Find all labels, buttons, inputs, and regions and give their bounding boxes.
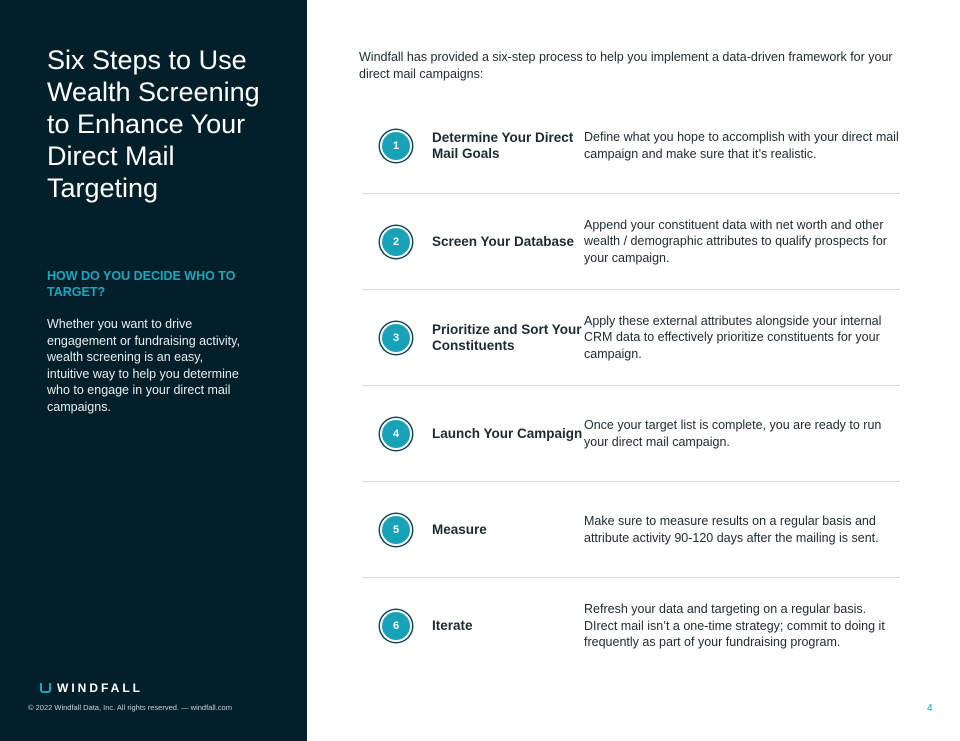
step-name: Prioritize and Sort Your Constituents — [432, 321, 582, 353]
step-name: Determine Your Direct Mail Goals — [432, 129, 574, 161]
step-description: Make sure to measure results on a regular basis and attribute activity 90-120 days after the mailing is sent. — [584, 514, 879, 545]
step-item — [362, 386, 900, 482]
windfall-logo — [40, 681, 143, 695]
step-item — [362, 290, 900, 386]
step-name: Launch Your Campaign — [432, 425, 583, 441]
step-number-badge: 6 — [380, 610, 412, 642]
step-name: Iterate — [432, 618, 473, 633]
step-description: Append your constituent data with net worth and other wealth / demographic attributes to qualify prospects for your campaign. — [584, 217, 887, 265]
steps-list — [362, 98, 900, 674]
step-description: Once your target list is complete, you are ready to run your direct mail campaign. — [584, 418, 882, 449]
step-item — [362, 482, 900, 578]
step-number-badge: 2 — [380, 226, 412, 258]
sidebar — [0, 0, 307, 741]
step-number-badge: 1 — [380, 130, 412, 162]
step-item — [362, 194, 900, 290]
step-number-badge: 4 — [380, 418, 412, 450]
copyright: © 2022 Windfall Data, Inc. All rights reserved. — windfall.com — [28, 703, 232, 712]
step-name: Measure — [432, 521, 487, 537]
step-number-badge: 5 — [380, 514, 412, 546]
logo-text: WINDFALL — [57, 681, 143, 695]
lead-paragraph: Windfall has provided a six-step process to help you implement a data-driven framework for your direct mail campaigns: — [359, 50, 893, 81]
page-number: 4 — [927, 703, 933, 714]
step-description: Apply these external attributes alongside your internal CRM data to effectively prioritize constituents for your campaign. — [584, 313, 882, 361]
intro-text: Whether you want to drive engagement or fundraising activity, wealth screening is an easy, intuitive way to help you determine who to engage in your direct mail campaigns. — [47, 317, 240, 414]
page-title: Six Steps to Use Wealth Screening to Enhance Your Direct Mail Targeting — [47, 45, 260, 203]
step-description: Define what you hope to accomplish with your direct mail campaign and make sure that it’s realistic. — [584, 130, 899, 161]
step-number-badge: 3 — [380, 322, 412, 354]
step-description: Refresh your data and targeting on a regular basis. DIrect mail isn’t a one-time strategy; commit to doing it frequently as part of your fundraising program. — [584, 602, 885, 650]
step-name: Screen Your Database — [432, 233, 575, 249]
windfall-logo-icon — [40, 683, 51, 693]
step-item — [362, 98, 900, 194]
section-subtitle: HOW DO YOU DECIDE WHO TO TARGET? — [47, 269, 236, 299]
step-item — [362, 578, 900, 674]
